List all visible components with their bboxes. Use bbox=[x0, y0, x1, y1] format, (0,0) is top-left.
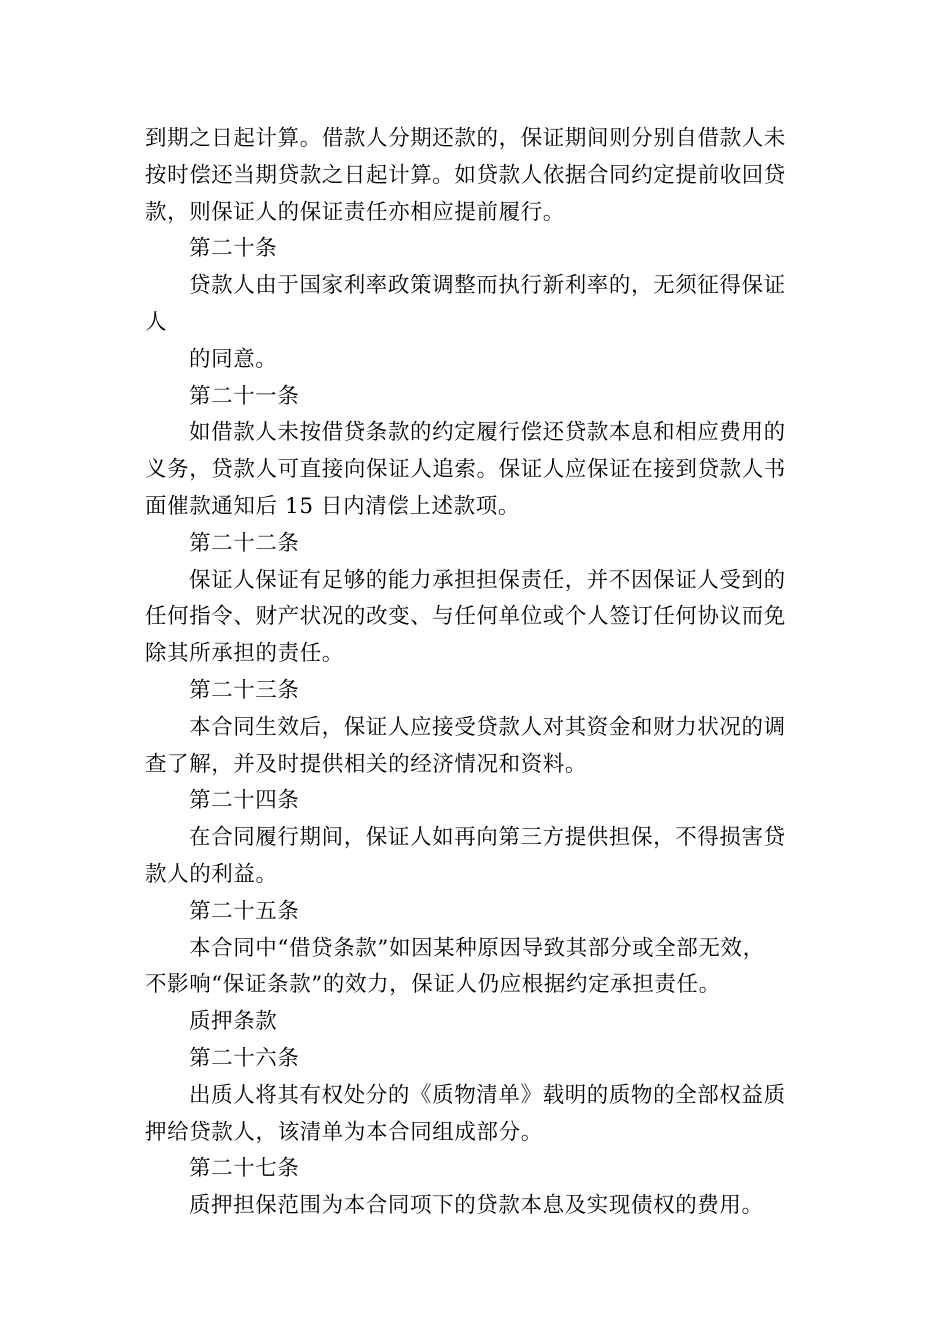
paragraph-line: 本合同中“借贷条款”如因某种原因导致其部分或全部无效， bbox=[189, 935, 765, 961]
section-heading: 质押条款 bbox=[189, 1009, 278, 1035]
paragraph-line: 押给贷款人，该清单为本合同组成部分。 bbox=[145, 1119, 543, 1145]
paragraph-line: 的同意。 bbox=[189, 346, 278, 372]
paragraph-line: 不影响“保证条款”的效力，保证人仍应根据约定承担责任。 bbox=[145, 972, 721, 998]
paragraph-line: 出质人将其有权处分的《质物清单》载明的质物的全部权益质 bbox=[189, 1082, 786, 1108]
paragraph-line: 义务，贷款人可直接向保证人追索。保证人应保证在接到贷款人书 bbox=[145, 457, 786, 483]
paragraph-line: 在合同履行期间，保证人如再向第三方提供担保，不得损害贷 bbox=[189, 825, 786, 851]
article-heading: 第二十条 bbox=[189, 236, 278, 262]
paragraph-line: 到期之日起计算。借款人分期还款的，保证期间则分别自借款人未 bbox=[145, 126, 786, 151]
paragraph-line: 任何指令、财产状况的改变、与任何单位或个人签订任何协议而免 bbox=[145, 604, 786, 630]
document-body bbox=[145, 121, 810, 1225]
article-heading: 第二十五条 bbox=[189, 898, 300, 924]
paragraph-line: 除其所承担的责任。 bbox=[145, 641, 344, 667]
paragraph-line: 保证人保证有足够的能力承担担保责任，并不因保证人受到的 bbox=[189, 567, 786, 593]
article-heading: 第二十二条 bbox=[189, 530, 300, 556]
article-heading: 第二十七条 bbox=[189, 1156, 300, 1182]
paragraph-line: 本合同生效后，保证人应接受贷款人对其资金和财力状况的调 bbox=[189, 714, 786, 740]
article-heading: 第二十三条 bbox=[189, 677, 300, 703]
paragraph-line: 按时偿还当期贷款之日起计算。如贷款人依据合同约定提前收回贷 bbox=[145, 162, 786, 188]
paragraph-line: 如借款人未按借贷条款的约定履行偿还贷款本息和相应费用的 bbox=[189, 420, 786, 446]
paragraph-line: 贷款人由于国家利率政策调整而执行新利率的，无须征得保证 bbox=[189, 273, 786, 299]
paragraph-line: 款，则保证人的保证责任亦相应提前履行。 bbox=[145, 199, 565, 225]
paragraph-line: 质押担保范围为本合同项下的贷款本息及实现债权的费用。 bbox=[189, 1193, 764, 1219]
paragraph-line: 查了解，并及时提供相关的经济情况和资料。 bbox=[145, 751, 588, 777]
paragraph-line: 款人的利益。 bbox=[145, 861, 278, 887]
article-heading: 第二十四条 bbox=[189, 788, 300, 814]
article-heading: 第二十一条 bbox=[189, 383, 300, 409]
paragraph-line: 人 bbox=[145, 309, 168, 335]
article-heading: 第二十六条 bbox=[189, 1045, 300, 1071]
paragraph-line: 面催款通知后 15 日内清偿上述款项。 bbox=[145, 493, 520, 519]
